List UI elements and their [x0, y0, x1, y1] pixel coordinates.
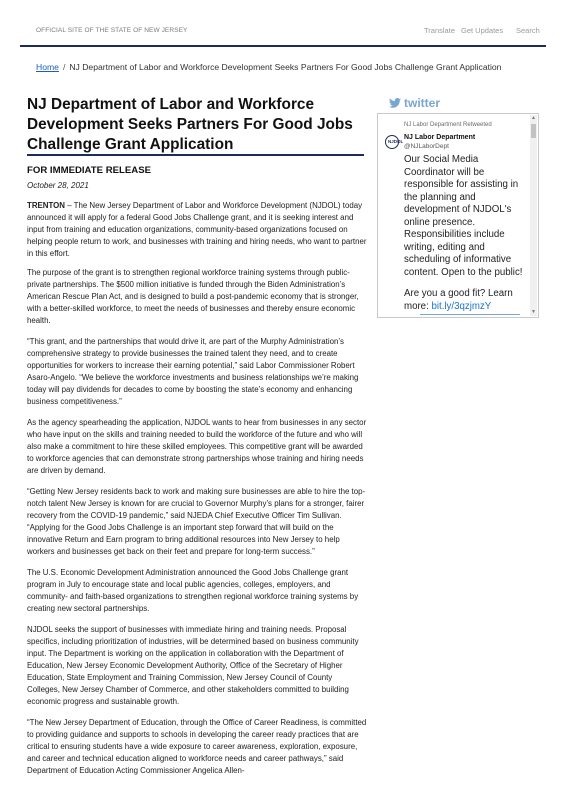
paragraph: The U.S. Economic Development Administration announced the Good Jobs Challenge grant program in July to encourage state and local public agencies, colleges, employers, and community- and faith-based organizations to strengthen regional workforce training systems by creating new sectoral partnerships. [27, 568, 359, 613]
get-updates-link[interactable]: Get Updates [461, 26, 504, 35]
timeline-scrollbar[interactable] [530, 115, 537, 316]
paragraph: “This grant, and the partnerships that would drive it, are part of the Murphy Administration’s comprehensive strategy to provide businesses the trained talent they need, and to create opportunities for workers to increase their earning potential,” said Labor Commissioner Robert Asaro-Angelo. “We believe the workforce investments and business relationships we’re making today will pay dividends for decades to come by boosting the state’s economy and enhancing business competitiveness.” [27, 337, 359, 406]
header-divider [20, 45, 546, 47]
release-label: FOR IMMEDIATE RELEASE [27, 165, 152, 176]
paragraph: “Getting New Jersey residents back to work and making sure businesses are able to hire the top-notch talent New Jersey is known for are crucial to Governor Murphy’s plans for a stronger, fairer recovery from the COVID-19 pandemic,” said NJEDA Chief Executive Officer Tim Sullivan. “Applying for the Good Jobs Challenge is an important step forward that will build on the innovative Return and Earn program to bring additional resources into New Jersey to help workers and businesses get back on their feet and prepare for long-term success.” [27, 487, 366, 556]
breadcrumb [36, 62, 501, 72]
breadcrumb-home-link[interactable]: Home [36, 62, 59, 72]
retweet-label: NJ Labor Department Retweeted [404, 122, 492, 128]
paragraph: NJDOL seeks the support of businesses with immediate hiring and training needs. Proposal specifics, including prioritization of industries, will be determined based on business community input. The Department is working on the application in collaboration with the Department of Education, New Jersey Economic Development Authority, Office of the Secretary of Higher Education, State Employment and Training Commission, New Jersey Council of County Colleges, New Jersey Chamber of Commerce, and other stakeholders committed to building economic progress and sustainable growth. [27, 625, 359, 706]
avatar[interactable]: NJDOL [385, 135, 399, 149]
twitter-timeline[interactable] [377, 113, 539, 318]
paragraph: The purpose of the grant is to strengthen regional workforce training systems through public-private partnerships. The $500 million initiative is funded through the Biden Administration’s American Rescue Plan Act, and is designed to build a post-pandemic economy that is stronger, with a better-skilled workforce, to meet the needs of businesses and thereby ensure economic health. [27, 268, 359, 325]
breadcrumb-current: NJ Department of Labor and Workforce Development Seeks Partners For Good Jobs Challenge Grant Application [69, 62, 502, 72]
paragraph: “The New Jersey Department of Education, through the Office of Career Readiness, is committed to providing guidance and supports to schools in developing the career ready practices that are critical to ensuring students have a wide exposure to career awareness, exploration, exposure, and career and technical education aligned to workforce needs and career pathways,” said Department of Education Acting Commissioner Angelica Allen- [27, 718, 367, 775]
timeline-divider [420, 314, 520, 315]
paragraph-lead: TRENTON – The New Jersey Department of Labor and Workforce Development (NJDOL) today announced it will apply for a federal Good Jobs Challenge grant, and it is seeking interest and input from training and education organizations, community-based organizations focused on helping people return to work, and businesses with training and hiring needs, who want to partner in this effort. [27, 201, 367, 258]
twitter-heading [389, 96, 440, 110]
twitter-brand-label: twitter [404, 96, 440, 110]
official-site-label: OFFICIAL SITE OF THE STATE OF NEW JERSEY [36, 27, 188, 34]
page-title: NJ Department of Labor and Workforce Development Seeks Partners For Good Jobs Challenge Grant Application [27, 96, 353, 153]
twitter-bird-icon [389, 98, 401, 108]
tweet-author-name[interactable]: NJ Labor Department [404, 134, 476, 141]
search-link[interactable]: Search [516, 26, 540, 35]
site-header [0, 0, 566, 47]
tweet-link[interactable]: bit.ly/3qzjmzY [431, 300, 492, 312]
tweet-author-handle[interactable]: @NJLaborDept [404, 143, 449, 150]
tweet-text: Our Social Media Coordinator will be responsible for assisting in the planning and development of NJDOL's online presence. Responsibilities include writing, editing and scheduling of informative content. Open to the public! Are you a good fit? Learn more: bit.ly/3qzjmzY [404, 154, 523, 312]
scroll-up-icon[interactable]: ▲ [531, 115, 536, 121]
paragraph: As the agency spearheading the application, NJDOL wants to hear from businesses in any sector who have input on the skills and training needed to build the workforce of the future and who will also make a commitment to hire these skilled employees. This competitive grant will be awarded to workforce agencies that can demonstrate strong partnerships whose training and hiring needs are driven by demand. [27, 418, 367, 475]
article-body [27, 200, 367, 786]
release-date: October 28, 2021 [27, 181, 89, 190]
breadcrumb-separator: / [62, 62, 66, 72]
scrollbar-thumb[interactable] [531, 124, 536, 138]
title-divider [27, 154, 364, 156]
scroll-down-icon[interactable]: ▼ [531, 309, 536, 315]
translate-link[interactable]: Translate [424, 26, 455, 35]
dateline: TRENTON [27, 201, 65, 210]
